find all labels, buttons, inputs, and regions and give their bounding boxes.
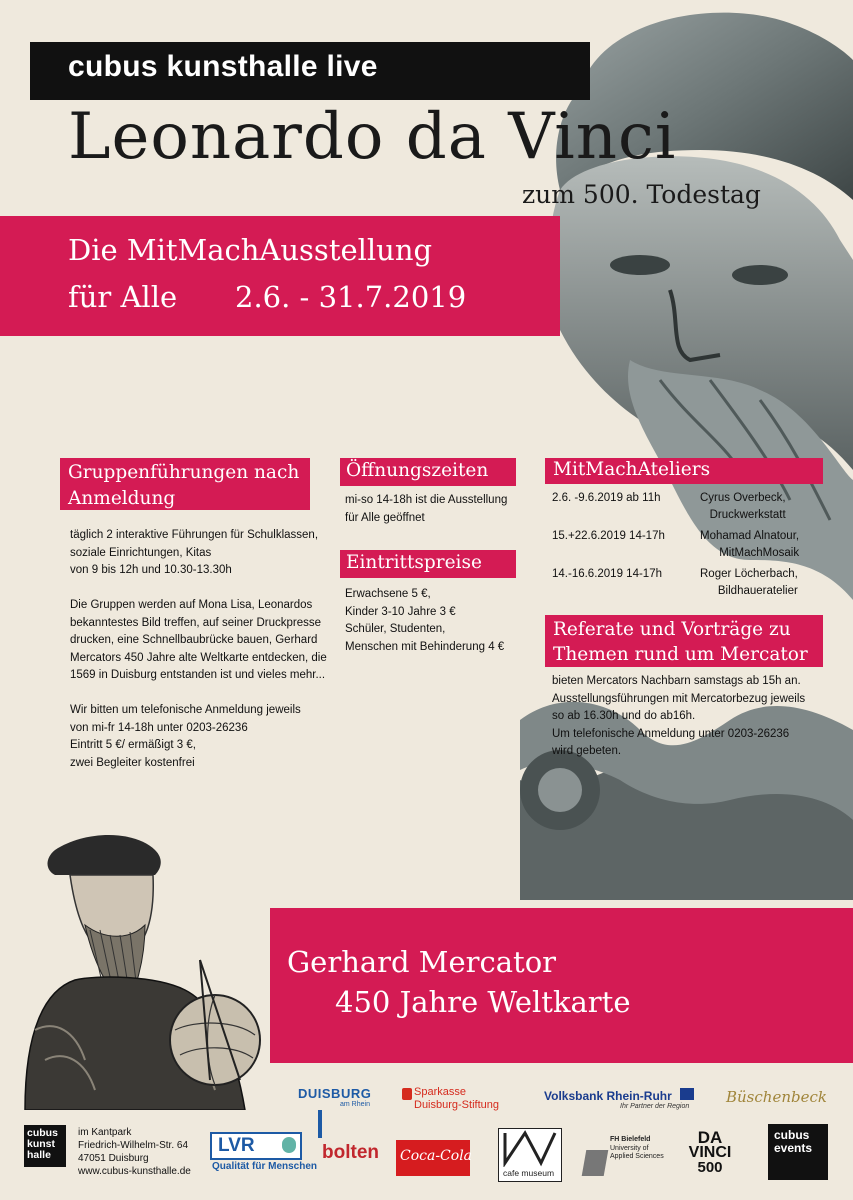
atelier-date: 2.6. -9.6.2019 ab 11h [552,492,661,504]
text-line: drucken, eine Schnellbaubrücke bauen, Gerhard [70,634,318,646]
lvr-logo [210,1132,302,1160]
bueschenbeck-logo: Büschenbeck [726,1088,827,1106]
lectures-heading: Referate und Vorträge zu Themen rund um Mercator [553,619,808,665]
text-line: soziale Einrichtungen, Kitas [70,546,212,559]
fh-sub: University of [610,1144,649,1152]
cubus-kunsthalle-logo [24,1125,66,1167]
opening-hours-heading: Öffnungszeiten [346,460,489,481]
events-text: events [774,1141,813,1155]
fh-bielefeld-mark [582,1150,609,1176]
sparkasse-logo: Sparkasse [414,1086,466,1098]
text-line: Eintritt 5 €/ ermäßigt 3 €, [70,739,196,751]
group-tours-text [70,527,327,772]
da-vinci-500-logo [676,1130,744,1175]
text-line: Erwachsene 5 €, [345,588,431,600]
volksbank-logo: Volksbank Rhein-Ruhr [544,1089,672,1103]
text-line: so ab 16.30h und do ab16h. [552,710,696,722]
address-line: 47051 Duisburg [78,1153,149,1164]
page-title: Leonardo da Vinci [68,100,677,174]
text-line: Ausstellungsführungen mit Mercatorbezug jeweils [552,692,806,705]
text-line: von 9 bis 12h und 10.30-13.30h [70,564,232,576]
cafe-museum-text: cafe museum [503,1168,555,1178]
logo-text: kunst [27,1138,56,1150]
atelier-artist [700,528,799,562]
text-line: Die Gruppen werden auf Mona Lisa, Leonardos [70,599,313,611]
coca-cola-logo [396,1140,473,1176]
atelier-artist [700,490,786,524]
group-tours-heading-box [60,458,310,510]
bolten-logo: bolten [322,1142,379,1163]
lectures-heading-box [545,615,823,667]
atelier-artist-name: Mohamad Alnatour, [700,530,800,542]
text-line: Kinder 3-10 Jahre 3 € [345,605,456,618]
exhibition-name: Die MitMachAusstellung [68,233,433,267]
website-link[interactable]: www.cubus-kunsthalle.de [78,1166,191,1177]
lectures-text [552,673,805,761]
volksbank-icon [680,1088,694,1100]
atelier-workshop: Bildhaueratelier [717,585,798,597]
mercator-subtitle: 450 Jahre Weltkarte [335,985,631,1019]
fh-bielefeld-logo [610,1136,664,1162]
opening-hours-text [345,492,507,527]
text-line: bekanntestes Bild treffen, auf seiner Druckpresse [70,616,322,629]
atelier-workshop: MitMachMosaik [719,547,800,559]
fh-name: FH Bielefeld [610,1136,651,1143]
coca-cola-logo-text: Coca-Cola [400,1148,473,1164]
mercator-title: Gerhard Mercator [287,945,557,979]
text-line: Um telefonische Anmeldung unter 0203-26236 [552,727,790,740]
exhibition-audience: für Alle [68,280,178,314]
prices-text [345,586,504,656]
mercator-portrait-image [15,830,265,1110]
prices-heading-box [340,550,516,578]
cafe-museum-mark [499,1129,561,1167]
lvr-logo-text: LVR [218,1135,255,1156]
logo-text: halle [27,1149,51,1161]
text-line: zwei Begleiter kostenfrei [70,756,195,769]
opening-hours-heading-box [340,458,516,486]
lvr-mark [282,1137,296,1153]
duisburg-mark [318,1110,322,1138]
text-line: 1569 in Duisburg entstanden ist und vieles mehr... [70,669,326,681]
volksbank-slogan: Ihr Partner der Region [620,1103,690,1110]
text-line: täglich 2 interaktive Führungen für Schulklassen, [70,529,319,541]
group-tours-heading: Gruppenführungen nach Anmeldung [68,462,300,509]
duisburg-logo: DUISBURG [298,1086,372,1101]
ateliers-heading-box [545,458,823,484]
ateliers-heading: MitMachAteliers [553,459,711,480]
prices-heading: Eintrittspreise [346,552,482,573]
events-text: cubus [774,1128,810,1142]
logo-text: cubus [27,1127,58,1139]
atelier-date: 14.-16.6.2019 14-17h [552,568,662,580]
top-bar [30,42,590,100]
atelier-workshop: Druckwerkstatt [709,509,786,521]
sparkasse-icon [402,1088,412,1100]
text-line: Menschen mit Behinderung 4 € [345,640,505,653]
davinci-text: VINCI [688,1144,732,1161]
atelier-date: 15.+22.6.2019 14-17h [552,530,665,542]
sparkasse-logo-sub: Duisburg-Stiftung [414,1099,499,1111]
davinci-text: DA [697,1128,723,1147]
text-line: wird gebeten. [552,745,622,757]
top-bar-label: cubus kunsthalle live [68,50,378,83]
text-line: bieten Mercators Nachbarn samstags ab 15h an. [552,675,801,687]
text-line: Wir bitten um telefonische Anmeldung jeweils [70,704,301,716]
davinci-text: 500 [697,1159,723,1176]
atelier-artist [700,566,798,600]
text-line: für Alle geöffnet [345,511,425,524]
cubus-events-logo [768,1124,828,1180]
text-line: mi-so 14-18h ist die Ausstellung [345,494,508,506]
fh-sub: Applied Sciences [610,1153,664,1160]
address-line: Friedrich-Wilhelm-Str. 64 [78,1140,189,1151]
page-subtitle: zum 500. Todestag [522,180,761,209]
exhibition-dates: 2.6. - 31.7.2019 [235,280,467,314]
address-block [78,1126,191,1178]
lvr-slogan: Qualität für Menschen [212,1161,318,1172]
text-line: Schüler, Studenten, [345,623,446,635]
text-line: Mercators 450 Jahre alte Weltkarte entdecken, die [70,651,327,664]
cafe-museum-logo [498,1128,562,1182]
address-line: im Kantpark [78,1127,132,1138]
duisburg-logo-sub: am Rhein [340,1101,370,1108]
atelier-artist-name: Roger Löcherbach, [700,568,798,580]
atelier-artist-name: Cyrus Overbeck, [700,492,786,504]
text-line: von mi-fr 14-18h unter 0203-26236 [70,721,248,734]
